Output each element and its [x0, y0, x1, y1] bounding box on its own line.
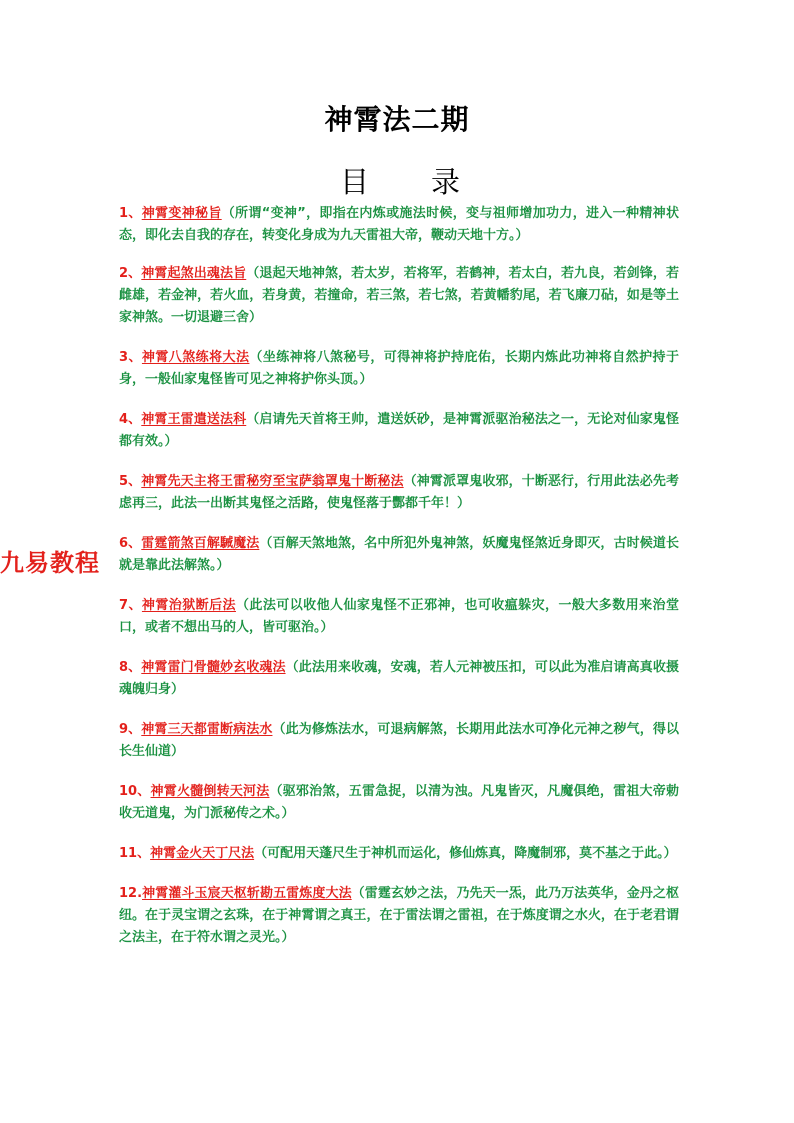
toc-list — [119, 203, 679, 949]
toc-entry-3 — [119, 347, 679, 391]
toc-entry-11 — [119, 843, 679, 865]
toc-entry-6 — [119, 533, 679, 577]
document-title: 神霄法二期 — [324, 103, 470, 136]
toc-entry-number: 7、 — [119, 598, 142, 613]
toc-heading — [340, 160, 460, 201]
toc-entry-number: 8、 — [119, 660, 142, 675]
toc-entry-description: （坐练神将八煞秘号，可得神将护持庇佑，长期内炼此功神将自然护持于身，一般仙家鬼怪皆可见之神将护你头顶。） — [119, 350, 679, 387]
toc-entry-link[interactable]: 神霄三天都雷断病法水 — [141, 722, 273, 737]
toc-entry-description: （神霄派罩鬼收邪，十断恶行，行用此法必先考虑再三，此法一出断其鬼怪之活路，使鬼怪落于酆都千年！） — [119, 474, 679, 511]
toc-entry-10 — [119, 781, 679, 825]
toc-entry-link[interactable]: 神霄起煞出魂法旨 — [141, 266, 247, 281]
toc-heading-part2: 录 — [430, 165, 460, 199]
toc-entry-1 — [119, 203, 679, 247]
toc-entry-9 — [119, 719, 679, 763]
toc-entry-description: （百解天煞地煞，名中所犯外鬼神煞，妖魔鬼怪煞近身即灭，古时候道长就是靠此法解煞。） — [119, 536, 679, 573]
toc-entry-number: 2、 — [119, 266, 142, 281]
toc-entry-link[interactable]: 神霄先天主将王雷秘穷至宝萨翁罩鬼十断秘法 — [141, 474, 404, 489]
toc-entry-8 — [119, 657, 679, 701]
toc-entry-link[interactable]: 神霄灌斗玉宸天枢斩勘五雷炼度大法 — [142, 886, 352, 901]
toc-entry-link[interactable]: 神霄变神秘旨 — [141, 206, 222, 221]
toc-entry-number: 1、 — [119, 206, 142, 221]
toc-entry-description: （此法可以收他人仙家鬼怪不正邪神，也可收瘟躲灾，一般大多数用来治堂口，或者不想出马的人，皆可驱治。） — [119, 598, 679, 635]
toc-entry-description: （退起天地神煞，若太岁，若将军，若鹤神，若太白，若九良，若剑锋，若雌雄，若金神，若火血，若身黄，若撞命，若三煞，若七煞，若黄幡豹尾，若飞廉刀砧，如是等土家神煞。一切退避三舍） — [119, 266, 679, 325]
toc-entry-5 — [119, 471, 679, 515]
toc-entry-description: （驱邪治煞，五雷急捉，以清为浊。凡鬼皆灭，凡魔俱绝，雷祖大帝勅收无道鬼，为门派秘传之术。） — [119, 784, 679, 821]
toc-entry-description: （此法用来收魂，安魂，若人元神被压扣，可以此为准启请高真收摄魂魄归身） — [119, 660, 679, 697]
toc-heading-part1: 目 — [340, 165, 370, 199]
watermark-text: 九易教程 — [0, 549, 100, 577]
toc-entry-4 — [119, 409, 679, 453]
toc-entry-7 — [119, 595, 679, 639]
toc-entry-link[interactable]: 神霄火髓倒转天河法 — [150, 784, 270, 799]
toc-entry-link[interactable]: 神霄雷门骨髓妙玄收魂法 — [141, 660, 286, 675]
toc-entry-number: 9、 — [119, 722, 142, 737]
toc-entry-description: （可配用天蓬尺生于神机而运化，修仙炼真，降魔制邪，莫不基之于此。） — [254, 846, 677, 861]
toc-entry-description: （此为修炼法水，可退病解煞，长期用此法水可净化元神之秽气，得以长生仙道） — [119, 722, 679, 759]
toc-entry-12 — [119, 883, 679, 949]
toc-entry-number: 10、 — [119, 784, 151, 799]
toc-entry-number: 3、 — [119, 350, 142, 365]
toc-entry-2 — [119, 263, 679, 329]
toc-entry-description: （所谓“变神”，即指在内炼或施法时候，变与祖师增加功力，进入一种精神状态，即化去自我的存在，转变化身成为九天雷祖大帝，鞭动天地十方。） — [119, 206, 679, 243]
toc-entry-link[interactable]: 神霄金火天丁尺法 — [150, 846, 255, 861]
toc-entry-number: 5、 — [119, 474, 142, 489]
toc-entry-number: 4、 — [119, 412, 142, 427]
toc-entry-number: 12. — [119, 886, 143, 901]
toc-entry-number: 6、 — [119, 536, 142, 551]
toc-entry-link[interactable]: 雷霆箭煞百解駴魔法 — [141, 536, 260, 551]
toc-entry-description: （启请先天首将王帅，遣送妖砂，是神霄派驱治秘法之一，无论对仙家鬼怪都有效。） — [119, 412, 679, 449]
toc-entry-number: 11、 — [119, 846, 151, 861]
toc-entry-link[interactable]: 神霄王雷遣送法科 — [141, 412, 247, 427]
toc-entry-link[interactable]: 神霄八煞练将大法 — [141, 350, 250, 365]
toc-entry-description: （雷霆玄妙之法，乃先天一炁，此乃万法英华，金丹之枢纽。在于灵宝谓之玄珠，在于神霄谓之真王，在于雷法谓之雷祖，在于炼度谓之水火，在于老君谓之法主，在于符水谓之灵光。） — [119, 886, 679, 945]
toc-entry-link[interactable]: 神霄治狱断后法 — [141, 598, 236, 613]
